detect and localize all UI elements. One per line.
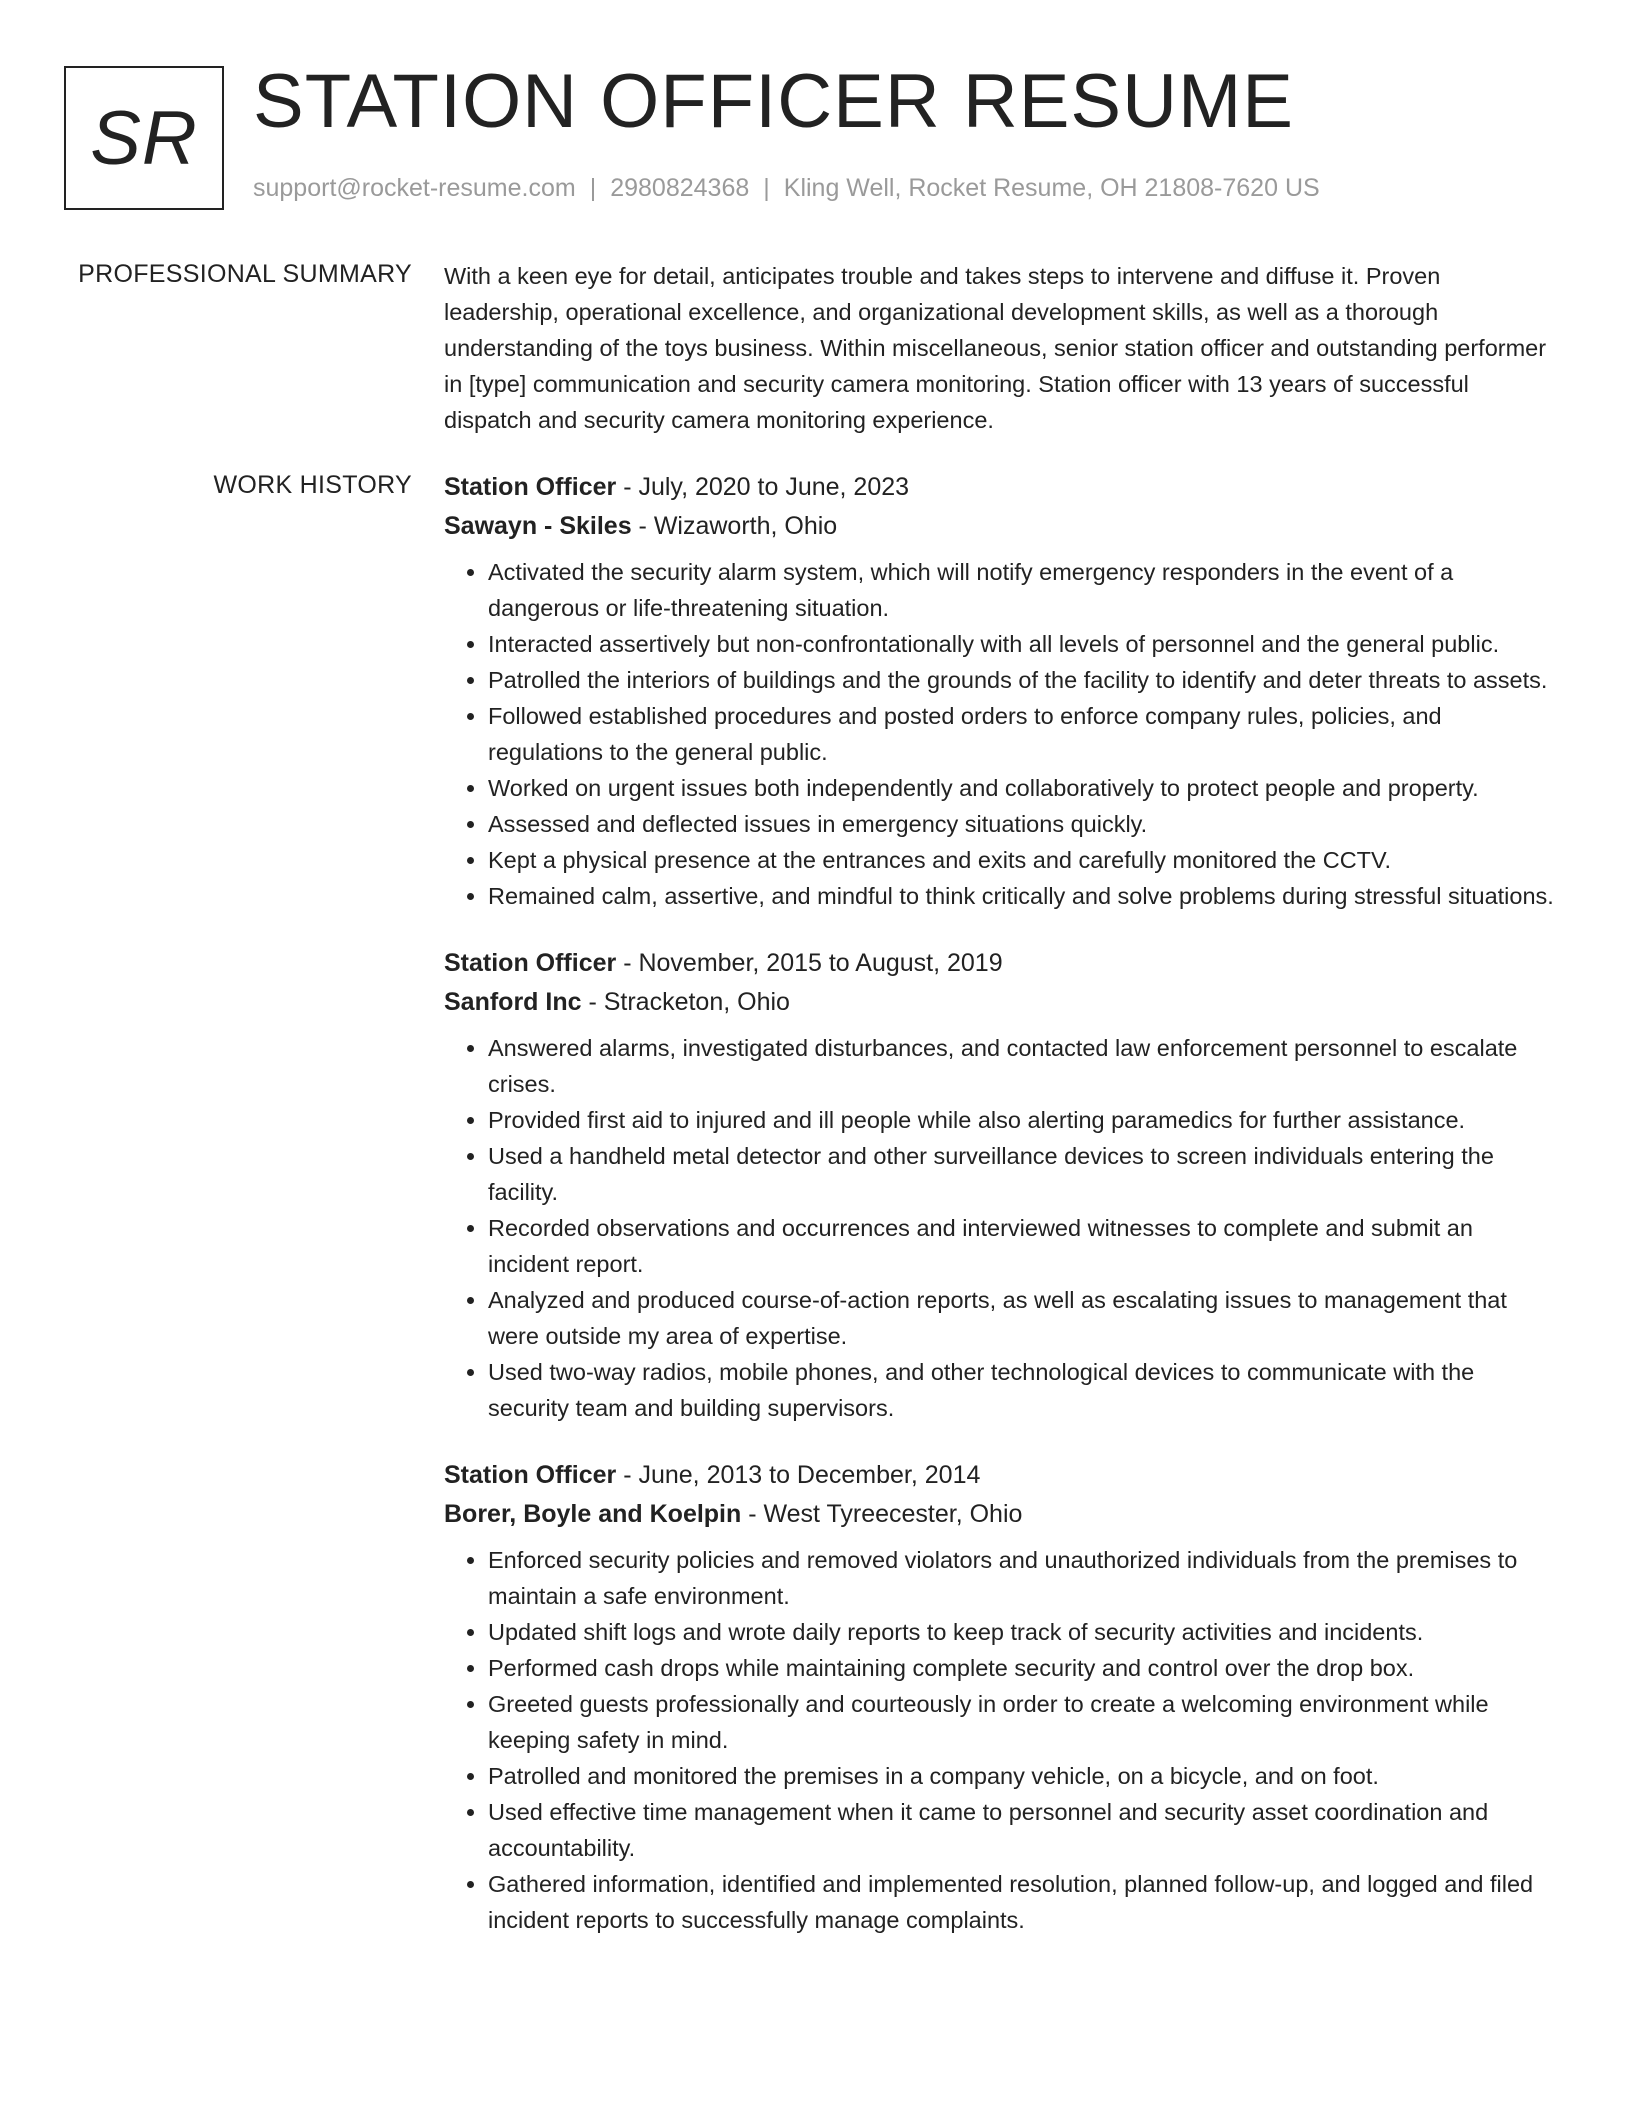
resume-title: STATION OFFICER RESUME [253, 59, 1294, 144]
job-dates: - July, 2020 to June, 2023 [616, 473, 910, 501]
job-bullet: • Kept a physical presence at the entrances and exits and carefully monitored the CCTV. [488, 842, 1554, 878]
job-bullet: • Activated the security alarm system, which will notify emergency responders in the event of a dangerous or life-threatening situation. [488, 554, 1554, 626]
job-company-line [444, 982, 1554, 1022]
job-location: - West Tyreecester, Ohio [741, 1500, 1023, 1528]
job-bullet: • Answered alarms, investigated disturbances, and contacted law enforcement personnel to escalate crises. [488, 1030, 1554, 1102]
job-bullets [444, 1030, 1554, 1426]
job-bullets [444, 1542, 1554, 1938]
job-location: - Stracketon, Ohio [581, 988, 790, 1016]
job-entry [444, 944, 1554, 1426]
contact-line [253, 174, 1320, 203]
job-company: Sanford Inc [444, 988, 582, 1016]
contact-phone[interactable]: 2980824368 [610, 174, 750, 202]
summary-text: With a keen eye for detail, anticipates trouble and takes steps to intervene and diffuse it. Proven leadership, operational excellence, and organizational development skills, as well as a thorough understanding of the toys business. Within miscellaneous, senior station officer and outstanding performer in [type] communication and security camera monitoring. Station officer with 13 years of successful dispatch and security camera monitoring experience. [444, 263, 1547, 433]
summary-section-label: PROFESSIONAL SUMMARY [78, 260, 412, 288]
job-dates: - June, 2013 to December, 2014 [616, 1461, 981, 1489]
job-entry [444, 468, 1554, 914]
job-title: Station Officer [444, 1461, 617, 1489]
job-bullet: • Updated shift logs and wrote daily reports to keep track of security activities and incidents. [488, 1614, 1554, 1650]
contact-email[interactable]: support@rocket-resume.com [253, 174, 576, 202]
job-bullet: • Used effective time management when it came to personnel and security asset coordination and accountability. [488, 1794, 1554, 1866]
job-bullet: • Provided first aid to injured and ill people while also alerting paramedics for further assistance. [488, 1102, 1554, 1138]
job-bullet: • Assessed and deflected issues in emergency situations quickly. [488, 806, 1554, 842]
job-title: Station Officer [444, 949, 617, 977]
work-history-list [444, 468, 1554, 1968]
contact-address: Kling Well, Rocket Resume, OH 21808-7620 US [783, 174, 1320, 202]
job-dates: - November, 2015 to August, 2019 [616, 949, 1003, 977]
job-bullet: • Followed established procedures and posted orders to enforce company rules, policies, and regulations to the general public. [488, 698, 1554, 770]
job-company-line [444, 1494, 1554, 1534]
work-history-section-label: WORK HISTORY [213, 471, 412, 499]
contact-separator: | [763, 174, 770, 202]
job-bullets [444, 554, 1554, 914]
job-title-line [444, 468, 1554, 506]
job-bullet: • Performed cash drops while maintaining complete security and control over the drop box. [488, 1650, 1554, 1686]
contact-separator: | [589, 174, 597, 202]
job-bullet: • Interacted assertively but non-confrontationally with all levels of personnel and the general public. [488, 626, 1554, 662]
job-location: - Wizaworth, Ohio [631, 512, 838, 540]
job-bullet: • Remained calm, assertive, and mindful to think critically and solve problems during stressful situations. [488, 878, 1554, 914]
job-bullet: • Patrolled the interiors of buildings and the grounds of the facility to identify and deter threats to assets. [488, 662, 1554, 698]
job-bullet: • Greeted guests professionally and courteously in order to create a welcoming environment while keeping safety in mind. [488, 1686, 1554, 1758]
job-bullet: • Used two-way radios, mobile phones, and other technological devices to communicate with the security team and building supervisors. [488, 1354, 1554, 1426]
job-company: Borer, Boyle and Koelpin [444, 1500, 742, 1528]
job-company: Sawayn - Skiles [444, 512, 632, 540]
job-bullet: • Used a handheld metal detector and other surveillance devices to screen individuals entering the facility. [488, 1138, 1554, 1210]
monogram-initials: SR [64, 66, 224, 210]
job-bullet: • Gathered information, identified and implemented resolution, planned follow-up, and logged and filed incident reports to successfully manage complaints. [488, 1866, 1554, 1938]
job-bullet: • Patrolled and monitored the premises in a company vehicle, on a bicycle, and on foot. [488, 1758, 1554, 1794]
job-title: Station Officer [444, 473, 617, 501]
job-bullet: • Enforced security policies and removed violators and unauthorized individuals from the premises to maintain a safe environment. [488, 1542, 1554, 1614]
job-bullet: • Worked on urgent issues both independently and collaboratively to protect people and property. [488, 770, 1554, 806]
job-company-line [444, 506, 1554, 546]
job-bullet: • Recorded observations and occurrences and interviewed witnesses to complete and submit an incident report. [488, 1210, 1554, 1282]
job-entry [444, 1456, 1554, 1938]
job-title-line [444, 1456, 1554, 1494]
job-bullet: • Analyzed and produced course-of-action reports, as well as escalating issues to management that were outside my area of expertise. [488, 1282, 1554, 1354]
job-title-line [444, 944, 1554, 982]
